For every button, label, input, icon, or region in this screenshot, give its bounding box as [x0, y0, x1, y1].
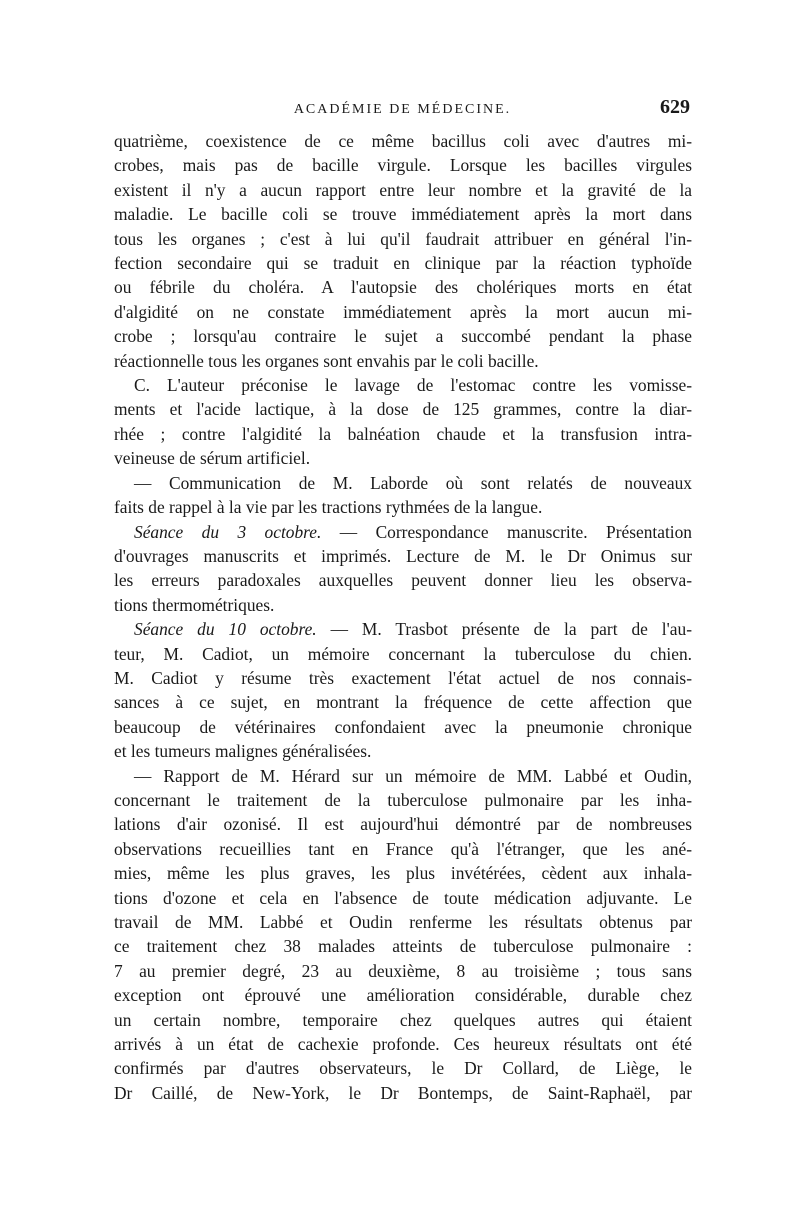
- seance-heading: Séance du 3 octobre.: [134, 521, 322, 542]
- text-line: quatrième, coexistence de ce même bacillus coli avec d'autres mi-: [114, 131, 692, 151]
- text-line: et les tumeurs malignes généralisées.: [114, 741, 372, 762]
- text-line: lations d'air ozonisé. Il est aujourd'hui démontré par de nombreuses: [114, 814, 692, 835]
- page-number: 629: [660, 96, 690, 118]
- text-line: Séance du 3 octobre. — Correspondance manuscrite. Présentation: [134, 521, 692, 542]
- text-line: C. L'auteur préconise le lavage de l'estomac contre les vomisse-: [134, 375, 692, 396]
- text-line: M. Cadiot y résume très exactement l'état actuel de nos connais-: [114, 667, 692, 688]
- running-head-title: ACADÉMIE DE MÉDECINE.: [293, 102, 512, 117]
- text-line: ments et l'acide lactique, à la dose de 125 grammes, contre la diar-: [114, 399, 692, 420]
- text-line: 7 au premier degré, 23 au deuxième, 8 au troisième ; tous sans: [114, 960, 692, 981]
- text-line: Dr Caillé, de New-York, le Dr Bontemps, de Saint-Raphaël, par: [114, 1082, 692, 1103]
- text-line: sances à ce sujet, en montrant la fréquence de cette affection que: [114, 692, 692, 713]
- text-line: mies, même les plus graves, les plus invétérées, cèdent aux inhala-: [114, 863, 692, 884]
- text-line: faits de rappel à la vie par les tractions rythmées de la langue.: [114, 497, 543, 518]
- text-line: tions thermométriques.: [114, 594, 275, 615]
- text-line: tous les organes ; c'est à lui qu'il faudrait attribuer en général l'in-: [114, 228, 692, 249]
- text-line: arrivés à un état de cachexie profonde. Ces heureux résultats ont été: [114, 1034, 692, 1055]
- text-line: veineuse de sérum artificiel.: [114, 448, 311, 469]
- text-line: les erreurs paradoxales auxquelles peuvent donner lieu les observa-: [114, 570, 692, 591]
- text-line: concernant le traitement de la tuberculose pulmonaire par les inha-: [114, 789, 692, 810]
- text-line: un certain nombre, temporaire chez quelques autres qui étaient: [114, 1009, 692, 1030]
- text-line: ou fébrile du choléra. A l'autopsie des cholériques morts en état: [114, 277, 692, 298]
- text-line: ce traitement chez 38 malades atteints de tuberculose pulmonaire :: [114, 936, 692, 957]
- body-text: [114, 129, 692, 1105]
- running-head: [115, 96, 690, 126]
- text-line: exception ont éprouvé une amélioration considérable, durable chez: [114, 985, 692, 1006]
- text-line: crobe ; lorsqu'au contraire le sujet a succombé pendant la phase: [114, 326, 692, 347]
- text-line: crobes, mais pas de bacille virgule. Lorsque les bacilles virgules: [114, 155, 692, 176]
- text-line: observations recueillies tant en France qu'à l'étranger, que les ané-: [114, 838, 692, 859]
- text-line: rhée ; contre l'algidité la balnéation chaude et la transfusion intra-: [114, 423, 692, 444]
- text-line: maladie. Le bacille coli se trouve immédiatement après la mort dans: [114, 204, 692, 225]
- text-line: confirmés par d'autres observateurs, le Dr Collard, de Liège, le: [114, 1058, 692, 1079]
- text-line: fection secondaire qui se traduit en clinique par la réaction typhoïde: [114, 253, 692, 274]
- seance-heading: Séance du 10 octobre.: [134, 619, 317, 640]
- text-line: réactionnelle tous les organes sont envahis par le coli bacille.: [114, 350, 539, 371]
- text-line: — Communication de M. Laborde où sont relatés de nouveaux: [134, 472, 692, 493]
- text-line: beaucoup de vétérinaires confondaient avec la pneumonie chronique: [114, 716, 692, 737]
- text-line: d'algidité on ne constate immédiatement après la mort aucun mi-: [114, 301, 692, 322]
- text-line: existent il n'y a aucun rapport entre leur nombre et la gravité de la: [114, 179, 692, 200]
- text-line: teur, M. Cadiot, un mémoire concernant la tuberculose du chien.: [114, 643, 692, 664]
- text-line: tions d'ozone et cela en l'absence de toute médication adjuvante. Le: [114, 887, 692, 908]
- text-line: travail de MM. Labbé et Oudin renferme les résultats obtenus par: [114, 912, 692, 932]
- text-line: Séance du 10 octobre. — M. Trasbot présente de la part de l'au-: [134, 619, 692, 640]
- text-line: d'ouvrages manuscrits et imprimés. Lecture de M. le Dr Onimus sur: [114, 545, 692, 566]
- text-line: — Rapport de M. Hérard sur un mémoire de MM. Labbé et Oudin,: [134, 765, 692, 786]
